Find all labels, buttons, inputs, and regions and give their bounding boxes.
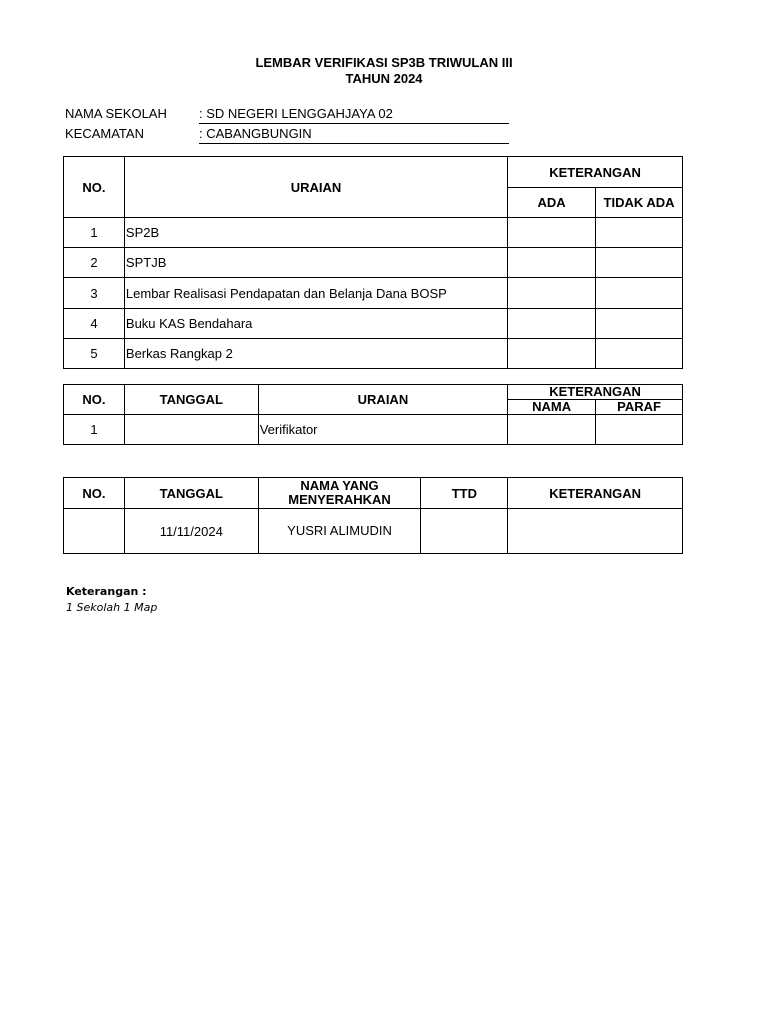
- row-tanggal[interactable]: [124, 415, 258, 445]
- row-ttd[interactable]: [421, 509, 508, 554]
- row-ada[interactable]: [508, 278, 596, 309]
- row-no: [64, 509, 125, 554]
- table-row: [64, 248, 683, 278]
- row-nama: YUSRI ALIMUDIN: [258, 509, 421, 554]
- row-no: 4: [64, 309, 125, 339]
- table-row: [64, 278, 683, 309]
- col-header-keterangan: KETERANGAN: [508, 157, 683, 188]
- table-row: [64, 339, 683, 369]
- row-uraian: SP2B: [124, 218, 507, 248]
- row-uraian: SPTJB: [124, 248, 507, 278]
- col-header-keterangan: KETERANGAN: [508, 478, 683, 509]
- table-row: [64, 509, 683, 554]
- row-tidak-ada[interactable]: [596, 278, 683, 309]
- col-header-uraian: URAIAN: [124, 157, 507, 218]
- district-value: : CABANGBUNGIN: [199, 126, 509, 144]
- row-no: 1: [64, 218, 125, 248]
- col-header-ttd: TTD: [421, 478, 508, 509]
- col-header-nama-line2: MENYERAHKAN: [288, 492, 391, 507]
- row-no: 5: [64, 339, 125, 369]
- row-paraf[interactable]: [596, 415, 683, 445]
- col-header-no: NO.: [64, 385, 125, 415]
- row-nama[interactable]: [508, 415, 596, 445]
- row-ada[interactable]: [508, 339, 596, 369]
- school-value: : SD NEGERI LENGGAHJAYA 02: [199, 106, 509, 124]
- col-header-nama-line1: NAMA YANG: [300, 478, 379, 493]
- page-title-line2: TAHUN 2024: [345, 71, 423, 86]
- col-header-ada: ADA: [508, 188, 596, 218]
- school-label: NAMA SEKOLAH: [65, 106, 167, 121]
- row-ada[interactable]: [508, 248, 596, 278]
- table-row: [64, 218, 683, 248]
- col-header-nama: NAMA: [508, 400, 596, 415]
- school-info: [65, 105, 510, 145]
- row-tidak-ada[interactable]: [596, 248, 683, 278]
- table-row: [64, 415, 683, 445]
- row-uraian: Buku KAS Bendahara: [124, 309, 507, 339]
- row-tidak-ada[interactable]: [596, 309, 683, 339]
- page-title-line1: LEMBAR VERIFIKASI SP3B TRIWULAN III: [255, 55, 513, 70]
- row-uraian: Berkas Rangkap 2: [124, 339, 507, 369]
- row-keterangan[interactable]: [508, 509, 683, 554]
- note-body: 1 Sekolah 1 Map: [66, 601, 158, 614]
- col-header-keterangan: KETERANGAN: [508, 385, 683, 400]
- col-header-tidak-ada: TIDAK ADA: [596, 188, 683, 218]
- checklist-table: [63, 156, 683, 369]
- verifier-table: [63, 384, 683, 445]
- col-header-no: NO.: [64, 157, 125, 218]
- row-no: 1: [64, 415, 125, 445]
- district-label: KECAMATAN: [65, 126, 144, 141]
- row-uraian: Lembar Realisasi Pendapatan dan Belanja Dana BOSP: [124, 278, 507, 309]
- col-header-tanggal: TANGGAL: [124, 478, 258, 509]
- col-header-tanggal: TANGGAL: [124, 385, 258, 415]
- col-header-nama-yang-menyerahkan: [258, 478, 421, 509]
- row-tidak-ada[interactable]: [596, 339, 683, 369]
- note-title: Keterangan :: [66, 585, 147, 598]
- row-uraian: Verifikator: [258, 415, 507, 445]
- row-ada[interactable]: [508, 309, 596, 339]
- row-no: 2: [64, 248, 125, 278]
- col-header-no: NO.: [64, 478, 125, 509]
- row-tidak-ada[interactable]: [596, 218, 683, 248]
- handover-table: [63, 477, 683, 554]
- col-header-uraian: URAIAN: [258, 385, 507, 415]
- row-no: 3: [64, 278, 125, 309]
- table-row: [64, 309, 683, 339]
- col-header-paraf: PARAF: [596, 400, 683, 415]
- row-tanggal: 11/11/2024: [124, 509, 258, 554]
- row-ada[interactable]: [508, 218, 596, 248]
